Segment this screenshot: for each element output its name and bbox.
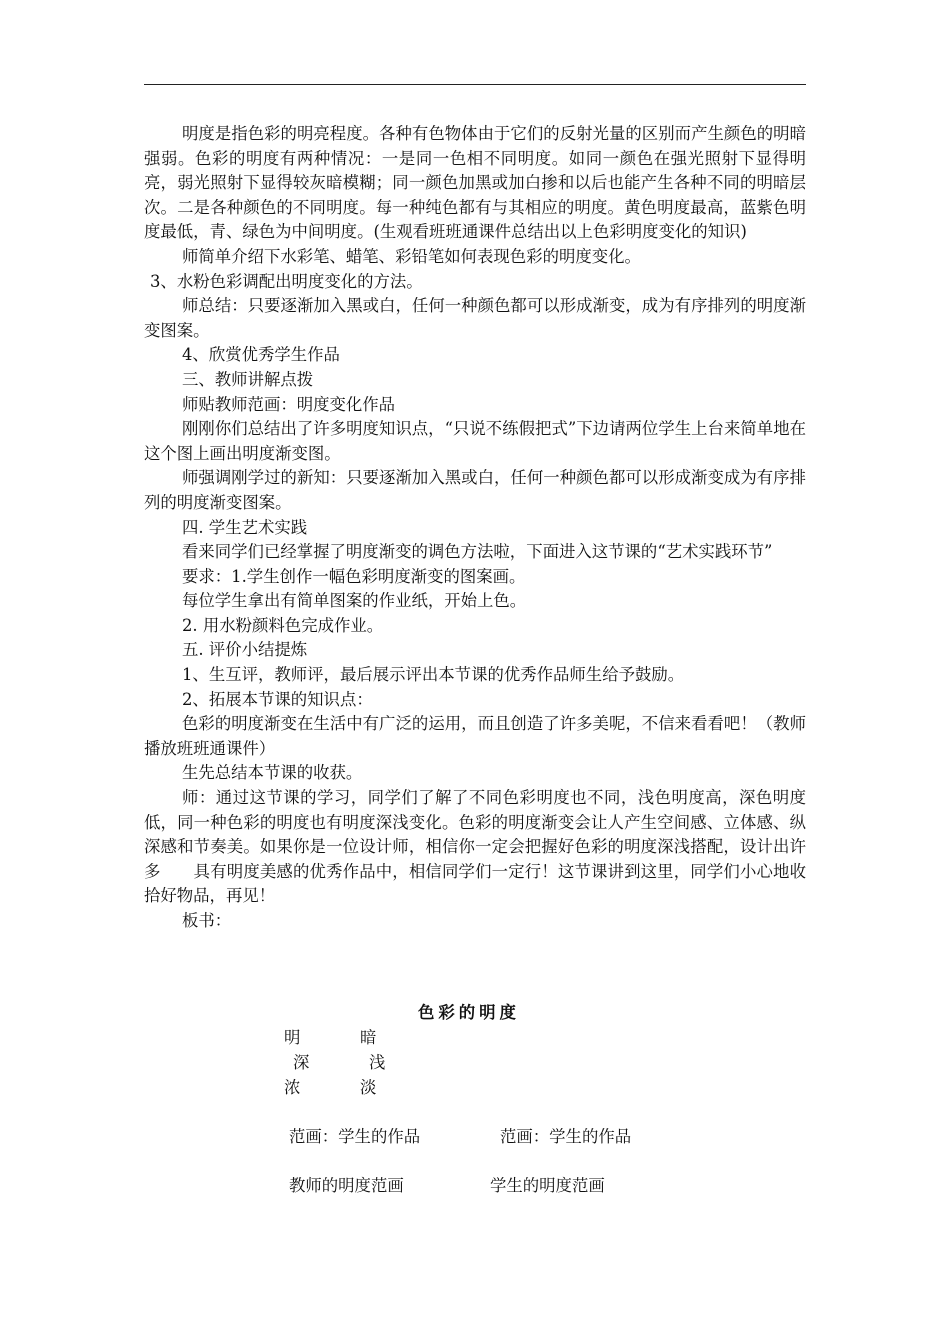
section-heading: 四. 学生艺术实践 (182, 517, 308, 537)
board-title: 色彩的明度 (418, 1003, 520, 1022)
board-work-right: 范画：学生的作品 (500, 1127, 632, 1146)
board-pair-right: 淡 (360, 1078, 377, 1097)
paragraph: 色彩的明度渐变在生活中有广泛的运用，而且创造了许多美呢，不信来看看吧！（教师播放班班通课件） (144, 714, 806, 758)
paragraph: 师强调刚学过的新知：只要逐渐加入黑或白，任何一种颜色都可以形成渐变成为有序排列的明度渐变图案。 (144, 468, 806, 512)
board-pair-left: 浓 (284, 1078, 301, 1097)
paragraph: 要求：1.学生创作一幅色彩明度渐变的图案画。 (182, 566, 526, 586)
paragraph: 2、拓展本节课的知识点： (182, 689, 373, 709)
board-work-left: 范画：学生的作品 (289, 1127, 421, 1146)
paragraph: 师总结：只要逐渐加入黑或白，任何一种颜色都可以形成渐变，成为有序排列的明度渐变图案。 (144, 296, 806, 340)
paragraph: 师：通过这节课的学习，同学们了解了不同色彩明度也不同，浅色明度高，深色明度低，同一种色彩的明度也有明度深浅变化。色彩的明度渐变会让人产生空间感、立体感、纵深感和节奏美。如果你是一位设计师，相信你一定会把握好色彩的明度深浅搭配，设计出许多 具有明度美感的优秀作品中，相信同学们一定行！这节课讲到这里，同学们小心地收拾好物品，再见！ (144, 788, 806, 906)
paragraph: 刚刚你们总结出了许多明度知识点，“只说不练假把式”下边请两位学生上台来简单地在这个图上画出明度渐变图。 (144, 419, 806, 463)
section-heading: 三、教师讲解点拨 (182, 369, 314, 389)
paragraph: 师简单介绍下水彩笔、蜡笔、彩铅笔如何表现色彩的明度变化。 (182, 246, 641, 266)
paragraph: 看来同学们已经掌握了明度渐变的调色方法啦，下面进入这节课的“艺术实践环节” (182, 542, 773, 562)
paragraph: 2. 用水粉颜料色完成作业。 (182, 615, 384, 635)
board-pair-right: 暗 (360, 1028, 377, 1047)
paragraph: 1、生互评，教师评，最后展示评出本节课的优秀作品师生给予鼓励。 (182, 665, 685, 685)
section-heading: 五. 评价小结提炼 (182, 640, 308, 660)
board-pair-right: 浅 (369, 1053, 386, 1072)
board-pair-left: 深 (293, 1053, 310, 1072)
paragraph: 3、水粉色彩调配出明度变化的方法。 (150, 271, 423, 291)
paragraph: 明度是指色彩的明亮程度。各种有色物体由于它们的反射光量的区别而产生颜色的明暗强弱。色彩的明度有两种情况：一是同一色相不同明度。如同一颜色在强光照射下显得明亮，弱光照射下显得较灰暗模糊；同一颜色加黑或加白掺和以后也能产生各种不同的明暗层次。二是各种颜色的不同明度。每一种纯色都有与其相应的明度。黄色明度最高，蓝紫色明度最低，青、绿色为中间明度。(生观看班班通课件总结出以上色彩明度变化的知识) (144, 124, 806, 242)
section-item: 4、欣赏优秀学生作品 (182, 345, 340, 365)
board-pair-left: 明 (284, 1028, 301, 1047)
paragraph: 师贴教师范画：明度变化作品 (182, 394, 396, 414)
paragraph: 每位学生拿出有简单图案的作业纸，开始上色。 (182, 591, 527, 611)
paragraph: 生先总结本节课的收获。 (182, 763, 363, 783)
board-label: 板书： (182, 911, 232, 930)
board-sample-left: 教师的明度范画 (289, 1176, 404, 1195)
board-sample-right: 学生的明度范画 (490, 1176, 605, 1195)
